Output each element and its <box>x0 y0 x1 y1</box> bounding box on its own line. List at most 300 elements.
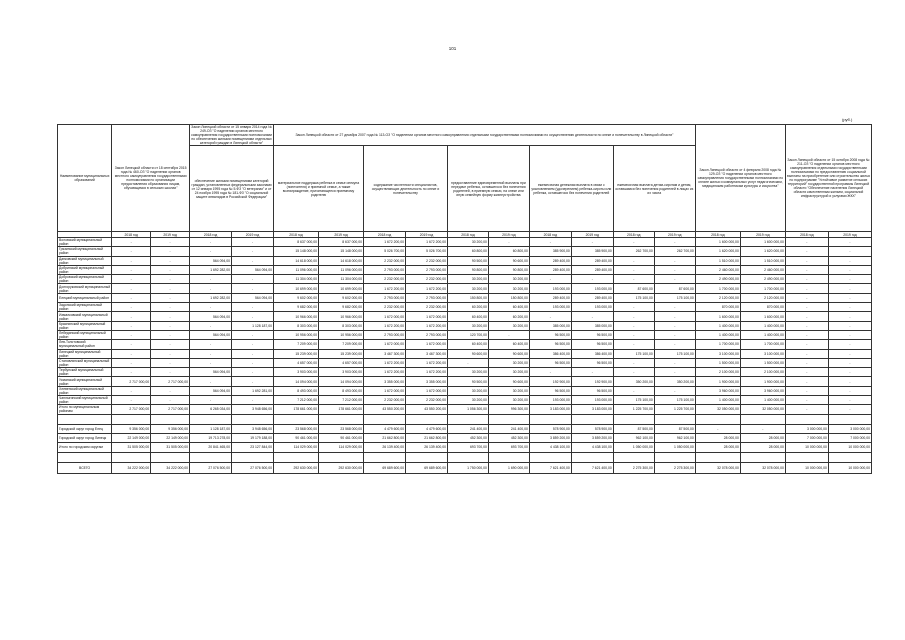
amount-cell: 4 479 600,00 <box>364 424 406 433</box>
amount-cell: - <box>488 238 529 247</box>
amount-cell: - <box>151 349 190 358</box>
amount-cell: - <box>785 238 828 247</box>
amount-cell: 10 966 000,00 <box>273 312 318 321</box>
amount-cell: 60 400,00 <box>488 303 529 312</box>
amount-cell: 1 225 700,00 <box>654 405 695 414</box>
amount-cell: - <box>112 396 151 405</box>
amount-cell: - <box>654 265 695 274</box>
amount-cell: 30 200,00 <box>488 386 529 395</box>
spacer-cell <box>488 414 529 424</box>
amount-cell: - <box>654 321 695 330</box>
amount-cell: 32 078 000,00 <box>695 462 740 473</box>
municipality-name: Лев-Толстовский муниципальный район <box>58 340 112 349</box>
amount-cell: 289 400,00 <box>529 265 571 274</box>
spacer-cell <box>58 452 112 462</box>
amount-cell: 60 800,00 <box>488 247 529 256</box>
table-row <box>58 256 872 265</box>
amount-cell: 2 232 000,00 <box>406 396 448 405</box>
amount-cell: 9 602 000,00 <box>273 293 318 302</box>
amount-cell: - <box>613 330 654 339</box>
amount-cell: - <box>112 256 151 265</box>
amount-cell: 8 303 000,00 <box>273 321 318 330</box>
amount-cell: 4 479 600,00 <box>406 424 448 433</box>
amount-cell: - <box>654 303 695 312</box>
amount-cell: - <box>785 349 828 358</box>
amount-cell: 30 200,00 <box>488 321 529 330</box>
amount-cell: 193 000,00 <box>529 284 571 293</box>
amount-cell: 10 966 000,00 <box>319 312 364 321</box>
amount-cell: - <box>785 293 828 302</box>
amount-cell: - <box>112 368 151 377</box>
amount-cell: 1 672 200,00 <box>406 358 448 367</box>
amount-cell: 10 000 000,00 <box>785 462 828 473</box>
amount-cell: 2 793 000,00 <box>406 293 448 302</box>
amount-cell: - <box>112 247 151 256</box>
amount-cell: - <box>232 340 274 349</box>
amount-cell: 2 717 000,00 <box>112 405 151 414</box>
spacer-cell <box>232 452 274 462</box>
amount-cell: 175 100,00 <box>613 396 654 405</box>
year-header: 2018 год <box>785 232 828 238</box>
amount-cell: - <box>112 330 151 339</box>
units-label: (руб.) <box>842 117 853 122</box>
year-header: 2018 год <box>695 232 740 238</box>
spacer-cell <box>613 414 654 424</box>
amount-cell: 10 956 000,00 <box>319 330 364 339</box>
amount-cell: 2 275 300,00 <box>613 462 654 473</box>
amount-cell: - <box>785 256 828 265</box>
municipality-name: Елецкий муниципальный район <box>58 293 112 302</box>
amount-cell: 30 200,00 <box>488 368 529 377</box>
amount-cell: 2 793 000,00 <box>364 330 406 339</box>
amount-cell: - <box>151 386 190 395</box>
amount-cell: 96 500,00 <box>571 340 613 349</box>
municipality-name: Городской округ город Елец <box>58 424 112 433</box>
amount-cell: - <box>828 349 871 358</box>
amount-cell: 1 692 282,00 <box>190 293 232 302</box>
year-header: 2019 год <box>740 232 785 238</box>
amount-cell: 1 692 282,00 <box>190 265 232 274</box>
amount-cell: - <box>190 284 232 293</box>
amount-cell: 8 493 000,00 <box>273 386 318 395</box>
amount-cell: - <box>785 330 828 339</box>
amount-cell: 10 699 000,00 <box>273 284 318 293</box>
amount-cell: 350 200,00 <box>613 377 654 386</box>
amount-cell: - <box>828 368 871 377</box>
amount-cell: 3 467 300,00 <box>406 349 448 358</box>
spacer-cell <box>529 452 571 462</box>
amount-cell: 23 568 000,00 <box>319 424 364 433</box>
year-header: 2019 год <box>828 232 871 238</box>
amount-cell: - <box>828 358 871 367</box>
amount-cell: 90 461 000,00 <box>273 433 318 442</box>
amount-cell: 23 568 000,00 <box>273 424 318 433</box>
amount-cell: 3 859 200,00 <box>571 433 613 442</box>
amount-cell: 3 355 000,00 <box>364 377 406 386</box>
amount-cell: 1 672 200,00 <box>364 238 406 247</box>
amount-cell: 30 200,00 <box>488 275 529 284</box>
amount-cell: 150 800,00 <box>488 293 529 302</box>
amount-cell: 178 661 000,00 <box>319 405 364 414</box>
amount-cell: - <box>151 293 190 302</box>
municipality-name: Городской округ город Липецк <box>58 433 112 442</box>
amount-cell: 2 232 000,00 <box>364 275 406 284</box>
table-row <box>58 443 872 452</box>
amount-cell: 2 232 000,00 <box>406 275 448 284</box>
municipality-name: Краснинский муниципальный район <box>58 321 112 330</box>
amount-cell: 90 800,00 <box>488 265 529 274</box>
amount-cell: - <box>112 275 151 284</box>
amount-cell: - <box>785 321 828 330</box>
amount-cell: 1 750 000,00 <box>447 462 488 473</box>
municipality-name: Итого по городским округам <box>58 443 112 452</box>
amount-cell: - <box>785 368 828 377</box>
amount-cell: - <box>828 275 871 284</box>
amount-cell: 31 505 000,00 <box>112 443 151 452</box>
municipality-name: Долгоруковский муниципальный район <box>59 284 111 293</box>
amount-cell: - <box>828 238 871 247</box>
amount-cell: - <box>828 256 871 265</box>
amount-cell: 2 793 000,00 <box>406 265 448 274</box>
amount-cell: 27 076 500,00 <box>190 462 232 473</box>
amount-cell: 1 128 187,00 <box>232 321 274 330</box>
amount-cell: 90 600,00 <box>488 349 529 358</box>
year-header: 2018 год <box>447 232 488 238</box>
amount-cell: 60 400,00 <box>447 312 488 321</box>
amount-cell: - <box>654 275 695 284</box>
amount-cell: - <box>112 238 151 247</box>
municipality-name: Становлянский муниципальный район <box>58 358 112 367</box>
amount-cell: - <box>654 330 695 339</box>
amount-cell: 996 300,00 <box>488 405 529 414</box>
spacer-cell <box>151 414 190 424</box>
amount-cell: 1 672 200,00 <box>364 284 406 293</box>
amount-cell: 1 050 000,00 <box>654 443 695 452</box>
amount-cell: 175 100,00 <box>654 293 695 302</box>
amount-cell: 8 303 000,00 <box>319 321 364 330</box>
year-header: 2019 год <box>654 232 695 238</box>
amount-cell: 289 400,00 <box>571 256 613 265</box>
amount-cell: 1 672 200,00 <box>406 321 448 330</box>
amount-cell: - <box>828 265 871 274</box>
amount-cell: - <box>828 396 871 405</box>
year-header: 2019 год <box>151 232 190 238</box>
amount-cell: 28 000,00 <box>740 433 785 442</box>
amount-cell: 19 179 188,00 <box>232 433 274 442</box>
amount-cell: 2 717 000,00 <box>112 377 151 386</box>
amount-cell: - <box>571 275 613 284</box>
amount-cell: 8 637 000,00 <box>273 238 318 247</box>
amount-cell: 175 100,00 <box>654 396 695 405</box>
amount-cell: 192 900,00 <box>529 377 571 386</box>
amount-cell: - <box>151 284 190 293</box>
spacer-cell <box>190 452 232 462</box>
amount-cell: 193 000,00 <box>571 396 613 405</box>
table-row <box>58 265 872 274</box>
amount-cell: - <box>151 368 190 377</box>
amount-cell: - <box>828 303 871 312</box>
amount-cell: 5 026 700,00 <box>364 247 406 256</box>
amount-cell: 1 672 200,00 <box>364 321 406 330</box>
amount-cell: 1 400 000,00 <box>695 321 740 330</box>
amount-cell: 150 800,00 <box>447 293 488 302</box>
amount-cell: 2 793 000,00 <box>364 265 406 274</box>
amount-cell: 14 618 000,00 <box>319 256 364 265</box>
amount-cell: - <box>112 358 151 367</box>
spacer-cell <box>571 452 613 462</box>
amount-cell: 2 232 000,00 <box>406 303 448 312</box>
amount-cell: 564 094,00 <box>190 312 232 321</box>
municipality-name: Грязинский муниципальный район <box>58 247 112 256</box>
header-law-3-sub-4: ежемесячная денежная выплата в связи с усыновлением (удочерением) ребенка-сироты или ребенка, оставшегося без попечения родителей <box>529 146 613 232</box>
amount-cell: - <box>613 340 654 349</box>
amount-cell: 26 139 400,00 <box>364 443 406 452</box>
amount-cell: 385 900,00 <box>529 247 571 256</box>
amount-cell: 8 637 000,00 <box>319 238 364 247</box>
spacer-cell <box>273 414 318 424</box>
amount-cell: - <box>785 247 828 256</box>
amount-cell: 241 400,00 <box>447 424 488 433</box>
amount-cell: 90 600,00 <box>447 349 488 358</box>
amount-cell: - <box>613 256 654 265</box>
amount-cell: - <box>613 275 654 284</box>
amount-cell: - <box>571 238 613 247</box>
header-law-3-sub-2: содержание численности специалистов, осуществляющих деятельность по опеке и попечительству <box>364 146 448 232</box>
table-row <box>58 312 872 321</box>
amount-cell: 43 550 200,00 <box>406 405 448 414</box>
header-law-3: Закон Липецкой области от 27 декабря 2007 года № 113-ОЗ "О наделении органов местного самоуправления отдельными государственными полномочиями по осуществлению деятельности по опеке и попечительству в Липецкой области" <box>273 125 695 146</box>
table-row <box>58 340 872 349</box>
amount-cell: - <box>112 265 151 274</box>
amount-cell: - <box>828 312 871 321</box>
amount-cell: 10 699 000,00 <box>319 284 364 293</box>
table-row <box>58 284 872 293</box>
spacer-cell <box>529 414 571 424</box>
amount-cell: 21 662 800,00 <box>406 433 448 442</box>
year-header: 2018 год <box>273 232 318 238</box>
amount-cell: - <box>232 377 274 386</box>
amount-cell: 60 400,00 <box>488 340 529 349</box>
amount-cell: - <box>232 275 274 284</box>
amount-cell: 31 505 000,00 <box>151 443 190 452</box>
municipality-name: Тербунский муниципальный район <box>58 368 112 377</box>
amount-cell: 14 618 000,00 <box>273 256 318 265</box>
amount-cell: - <box>529 368 571 377</box>
amount-cell: - <box>190 377 232 386</box>
amount-cell: 386 400,00 <box>529 349 571 358</box>
amount-cell: 578 900,00 <box>529 424 571 433</box>
amount-cell: 1 700 000,00 <box>740 284 785 293</box>
amount-cell: - <box>828 330 871 339</box>
amount-cell: 1 672 000,00 <box>406 312 448 321</box>
amount-cell: 289 400,00 <box>571 265 613 274</box>
amount-cell: 1 900 000,00 <box>740 377 785 386</box>
amount-cell: 1 672 200,00 <box>364 368 406 377</box>
header-law-3-sub-5: ежемесячная выплата детям-сиротам и детям, оставшимся без попечения родителей в лицах из их числа <box>613 146 695 232</box>
amount-cell: - <box>785 386 828 395</box>
amount-cell: 870 000,00 <box>695 303 740 312</box>
table-row <box>58 462 872 473</box>
amount-cell: 9 682 000,00 <box>273 303 318 312</box>
amount-cell: 693 700,00 <box>447 443 488 452</box>
amount-cell: - <box>151 247 190 256</box>
table-row <box>58 321 872 330</box>
year-header: 2018 год <box>190 232 232 238</box>
amount-cell: 1 672 000,00 <box>364 312 406 321</box>
spacer-cell <box>319 452 364 462</box>
amount-cell: 11 096 000,00 <box>319 265 364 274</box>
amount-cell: 6 265 034,00 <box>190 405 232 414</box>
table-row <box>58 247 872 256</box>
municipality-name: Воловский муниципальный район <box>58 238 112 247</box>
amount-cell: - <box>613 303 654 312</box>
amount-cell: 27 076 500,00 <box>232 462 274 473</box>
amount-cell: 870 000,00 <box>740 303 785 312</box>
amount-cell: - <box>151 396 190 405</box>
amount-cell: 14 094 000,00 <box>319 377 364 386</box>
spacer-cell <box>151 452 190 462</box>
amount-cell: 90 461 000,00 <box>319 433 364 442</box>
spacer-cell <box>364 414 406 424</box>
table-row <box>58 358 872 367</box>
amount-cell: - <box>785 275 828 284</box>
spacer-cell <box>571 414 613 424</box>
spacer-cell <box>785 414 828 424</box>
amount-cell: 3 859 200,00 <box>529 433 571 442</box>
municipality-name: Чаплыгинский муниципальный район <box>58 396 112 405</box>
amount-cell: 28 000,00 <box>740 443 785 452</box>
amount-cell: 7 212 000,00 <box>273 396 318 405</box>
amount-cell: 292 630 000,00 <box>319 462 364 473</box>
municipality-name: Итого по муниципальным районам <box>58 405 112 414</box>
amount-cell: 1 672 200,00 <box>406 368 448 377</box>
amount-cell: 262 700,00 <box>613 247 654 256</box>
page-number: 101 <box>448 46 457 51</box>
amount-cell: 385 900,00 <box>571 247 613 256</box>
spacer-cell <box>232 414 274 424</box>
municipality-name: Добринский муниципальный район <box>58 265 112 274</box>
amount-cell: 175 100,00 <box>613 293 654 302</box>
spacer-cell <box>364 452 406 462</box>
amount-cell: 9 356 000,00 <box>112 424 151 433</box>
header-law-5: Закон Липецкой области от 15 октября 2008 года № 211-ОЗ "О наделении органов местного самоуправления отдельными государственными полномочиями по предоставлению социальной выплаты на приобретение или строительство жилья по подпрограмме "Устойчивое развитие сельских территорий" государственной программы Липецкой области "Обеспечение населения Липецкой области качественным жильем, социальной инфраструктурой и услугами ЖКХ" <box>785 125 871 232</box>
amount-cell: 30 200,00 <box>447 396 488 405</box>
amount-cell: 11 304 000,00 <box>273 275 318 284</box>
year-header: 2018 год <box>613 232 654 238</box>
amount-cell: - <box>190 321 232 330</box>
amount-cell: 2 460 000,00 <box>695 265 740 274</box>
table-row <box>58 368 872 377</box>
amount-cell: - <box>571 312 613 321</box>
amount-cell: - <box>232 284 274 293</box>
amount-cell: - <box>828 405 871 414</box>
amount-cell: 1 500 000,00 <box>740 358 785 367</box>
amount-cell: - <box>151 275 190 284</box>
table-row <box>58 303 872 312</box>
amount-cell: 1 672 000,00 <box>364 340 406 349</box>
amount-cell: 1 620 000,00 <box>695 247 740 256</box>
amount-cell: 60 800,00 <box>447 247 488 256</box>
amount-cell: - <box>151 256 190 265</box>
amount-cell: 22 149 000,00 <box>112 433 151 442</box>
amount-cell: 30 200,00 <box>447 275 488 284</box>
amount-cell: 2 717 000,00 <box>151 377 190 386</box>
year-header: 2018 год <box>364 232 406 238</box>
amount-cell: 7 621 400,00 <box>571 462 613 473</box>
header-law-4: Закон Липецкой области от 4 февраля 2008 года № 129-ОЗ "О наделении органов местного самоуправления государственными полномочиями по оплате жилья и коммунальных услуг педагогическим, медицинским работникам культуры и искусства" <box>695 125 785 232</box>
amount-cell: 3 903 000,00 <box>273 368 318 377</box>
amount-cell: 96 500,00 <box>529 358 571 367</box>
amount-cell: - <box>613 358 654 367</box>
year-header: 2018 год <box>529 232 571 238</box>
amount-cell: 578 900,00 <box>571 424 613 433</box>
municipality-name: Хлевенский муниципальный район <box>58 386 112 395</box>
amount-cell: - <box>190 275 232 284</box>
amount-cell: 1 672 000,00 <box>364 386 406 395</box>
municipality-name: Лебедянский муниципальный район <box>58 330 112 339</box>
amount-cell: - <box>112 349 151 358</box>
amount-cell: 4 657 000,00 <box>319 358 364 367</box>
amount-cell: 385 000,00 <box>571 321 613 330</box>
spacer-cell <box>654 414 695 424</box>
spacer-cell <box>488 452 529 462</box>
amount-cell: 96 500,00 <box>571 386 613 395</box>
amount-cell: 1 500 000,00 <box>695 358 740 367</box>
amount-cell: 2 232 000,00 <box>364 396 406 405</box>
table-row <box>58 238 872 247</box>
amount-cell: 15 239 000,00 <box>273 349 318 358</box>
amount-cell: 60 400,00 <box>447 340 488 349</box>
amount-cell: 1 400 000,00 <box>695 330 740 339</box>
spacer-cell <box>406 414 448 424</box>
amount-cell: 120 700,00 <box>447 330 488 339</box>
table-row <box>58 349 872 358</box>
amount-cell: 11 096 000,00 <box>273 265 318 274</box>
amount-cell: - <box>654 358 695 367</box>
amount-cell: 1 700 000,00 <box>740 340 785 349</box>
amount-cell: 564 094,00 <box>190 330 232 339</box>
amount-cell: 20 841 465,00 <box>190 443 232 452</box>
amount-cell: - <box>785 284 828 293</box>
amount-cell: - <box>488 330 529 339</box>
amount-cell: 3 183 000,00 <box>571 405 613 414</box>
amount-cell: 1 050 000,00 <box>613 443 654 452</box>
amount-cell: 3 000 000,00 <box>828 424 871 433</box>
municipality-name: ВСЕГО <box>58 462 112 473</box>
header-law-1: Закон Липецкой области от 18 сентября 2015 года № 460-ОЗ "О наделении органов местного самоуправления государственными полномочиями по организации предоставления образования лицам, обучающимся в сельских школах" <box>112 125 190 232</box>
amount-cell: 564 094,00 <box>190 386 232 395</box>
amount-cell: 1 600 000,00 <box>740 238 785 247</box>
amount-cell: 452 300,00 <box>447 433 488 442</box>
municipality-name: Липецкий муниципальный район <box>58 349 112 358</box>
amount-cell: 22 149 000,00 <box>151 433 190 442</box>
amount-cell: 19 713 278,00 <box>190 433 232 442</box>
amount-cell: 962 100,00 <box>654 433 695 442</box>
amount-cell: - <box>613 368 654 377</box>
amount-cell: 1 700 000,00 <box>695 340 740 349</box>
amount-cell: 1 692 281,00 <box>232 386 274 395</box>
amount-cell: 2 490 000,00 <box>695 275 740 284</box>
year-header: 2019 год <box>319 232 364 238</box>
amount-cell: - <box>112 293 151 302</box>
amount-cell: 87 600,00 <box>613 284 654 293</box>
amount-cell: - <box>151 303 190 312</box>
amount-cell: 1 400 000,00 <box>740 396 785 405</box>
amount-cell: - <box>447 358 488 367</box>
amount-cell: - <box>112 386 151 395</box>
amount-cell: 30 200,00 <box>447 386 488 395</box>
amount-cell: 9 682 000,00 <box>319 303 364 312</box>
